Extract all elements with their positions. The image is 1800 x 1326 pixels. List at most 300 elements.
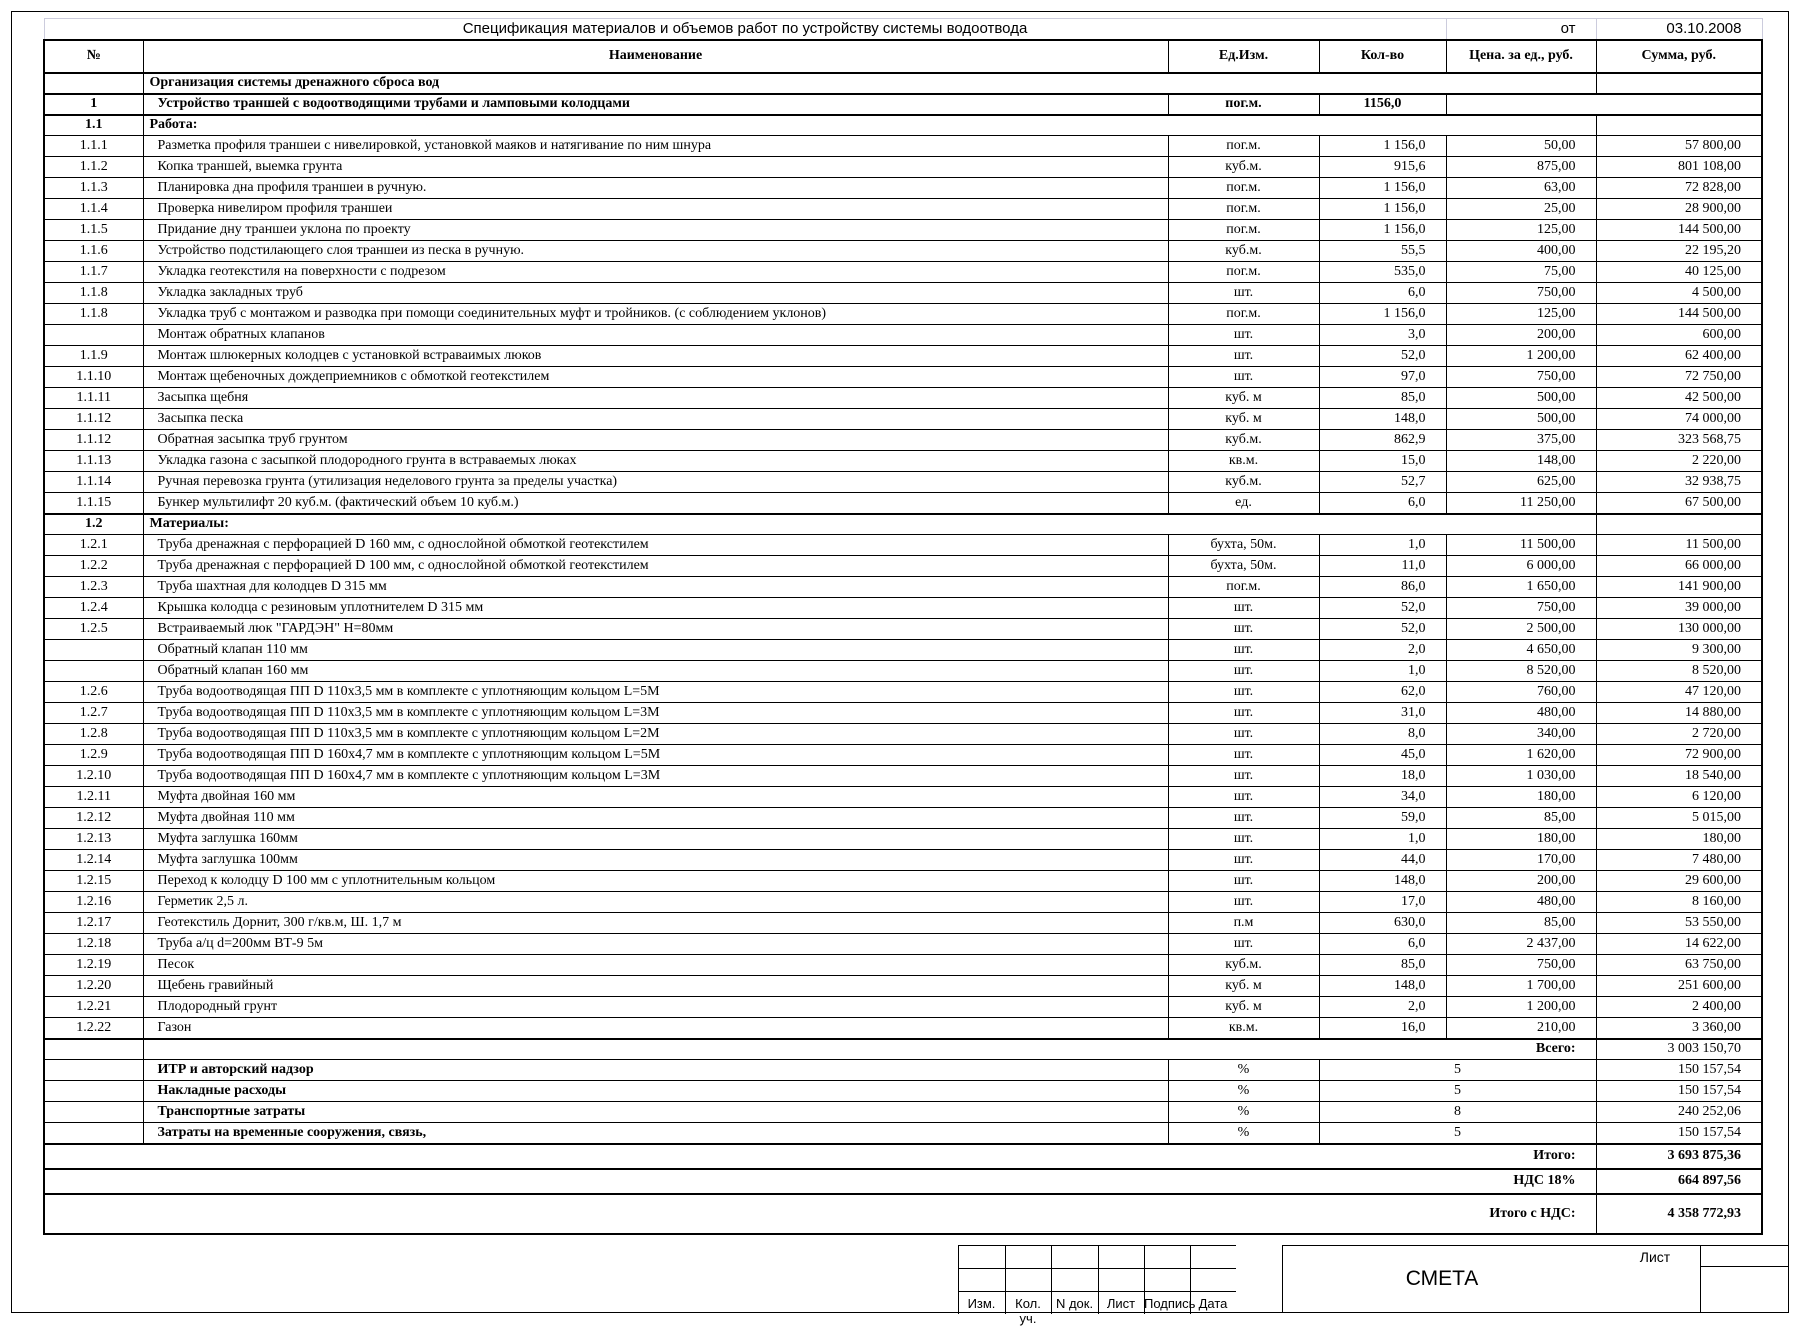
row-number: 1.2.19 xyxy=(44,955,143,976)
row-sum: 28 900,00 xyxy=(1596,199,1762,220)
row-price: 625,00 xyxy=(1446,472,1596,493)
row-sum: 62 400,00 xyxy=(1596,346,1762,367)
row-name: Обратный клапан 160 мм xyxy=(143,661,1168,682)
item-row xyxy=(44,94,1762,115)
stamp-title: СМЕТА xyxy=(1405,1267,1479,1290)
row-sum: 74 000,00 xyxy=(1596,409,1762,430)
row-price: 2 437,00 xyxy=(1446,934,1596,955)
stamp-cell xyxy=(1005,1245,1051,1268)
overhead-sum: 150 157,54 xyxy=(1596,1081,1762,1102)
row-qty: 11,0 xyxy=(1319,556,1446,577)
row-qty: 148,0 xyxy=(1319,976,1446,997)
row-unit: шт. xyxy=(1168,682,1319,703)
row-price: 210,00 xyxy=(1446,1018,1596,1039)
table-row xyxy=(44,430,1762,451)
grand-total xyxy=(44,1144,1762,1169)
row-number: 1.2.12 xyxy=(44,808,143,829)
row-name: Геотекстиль Дорнит, 300 г/кв.м, Ш. 1,7 м xyxy=(143,913,1168,934)
table-row xyxy=(44,850,1762,871)
table-row xyxy=(44,220,1762,241)
row-name: Крышка колодца с резиновым уплотнителем D 315 мм xyxy=(143,598,1168,619)
table-row xyxy=(44,577,1762,598)
column-header: Ед.Изм. xyxy=(1168,40,1319,73)
overhead-unit: % xyxy=(1168,1060,1319,1081)
row-number: 1.2.16 xyxy=(44,892,143,913)
stamp-cell xyxy=(1144,1268,1190,1291)
column-header: Кол-во xyxy=(1319,40,1446,73)
table-row xyxy=(44,724,1762,745)
overhead-percent: 5 xyxy=(1319,1060,1596,1081)
row-sum: 18 540,00 xyxy=(1596,766,1762,787)
row-sum: 8 520,00 xyxy=(1596,661,1762,682)
total-value: 3 003 150,70 xyxy=(1596,1039,1762,1060)
overhead-sum: 240 252,06 xyxy=(1596,1102,1762,1123)
overhead-row xyxy=(44,1081,1762,1102)
row-name: Укладка труб с монтажом и разводка при помощи соединительных муфт и тройников. (с соблюдением уклонов) xyxy=(143,304,1168,325)
row-price: 11 250,00 xyxy=(1446,493,1596,514)
title-block xyxy=(958,1245,1789,1326)
row-sum: 67 500,00 xyxy=(1596,493,1762,514)
row-number xyxy=(44,1081,143,1102)
row-number xyxy=(44,1123,143,1144)
row-price: 85,00 xyxy=(1446,913,1596,934)
row-name: Щебень гравийный xyxy=(143,976,1168,997)
row-qty: 915,6 xyxy=(1319,157,1446,178)
grand-total-value: 3 693 875,36 xyxy=(1596,1144,1762,1169)
row-sum: 42 500,00 xyxy=(1596,388,1762,409)
row-unit: куб. м xyxy=(1168,997,1319,1018)
row-unit: куб. м xyxy=(1168,409,1319,430)
row-sum: 29 600,00 xyxy=(1596,871,1762,892)
table-row xyxy=(44,367,1762,388)
row-name: Муфта двойная 110 мм xyxy=(143,808,1168,829)
row-name: Копка траншей, выемка грунта xyxy=(143,157,1168,178)
row-qty: 1,0 xyxy=(1319,661,1446,682)
row-name: Труба водоотводящая ПП D 110х3,5 мм в комплекте с уплотняющим кольцом L=5М xyxy=(143,682,1168,703)
overhead-unit: % xyxy=(1168,1102,1319,1123)
table-row xyxy=(44,409,1762,430)
row-sum: 72 750,00 xyxy=(1596,367,1762,388)
table-row xyxy=(44,766,1762,787)
row-unit: пог.м. xyxy=(1168,199,1319,220)
table-row xyxy=(44,556,1762,577)
row-name: Герметик 2,5 л. xyxy=(143,892,1168,913)
row-price: 148,00 xyxy=(1446,451,1596,472)
table-row xyxy=(44,871,1762,892)
row-qty: 17,0 xyxy=(1319,892,1446,913)
row-price: 180,00 xyxy=(1446,787,1596,808)
row-price xyxy=(1446,94,1762,115)
row-price: 750,00 xyxy=(1446,955,1596,976)
row-qty: 148,0 xyxy=(1319,871,1446,892)
row-number: 1.2.21 xyxy=(44,997,143,1018)
date-label: от xyxy=(1446,19,1596,40)
overhead-unit: % xyxy=(1168,1123,1319,1144)
row-number: 1.1.9 xyxy=(44,346,143,367)
row-qty: 85,0 xyxy=(1319,955,1446,976)
row-price: 750,00 xyxy=(1446,283,1596,304)
row-number: 1.2.18 xyxy=(44,934,143,955)
table-row xyxy=(44,304,1762,325)
row-sum: 141 900,00 xyxy=(1596,577,1762,598)
row-sum: 144 500,00 xyxy=(1596,304,1762,325)
row-price: 8 520,00 xyxy=(1446,661,1596,682)
table-row xyxy=(44,1018,1762,1039)
total-row xyxy=(44,1039,1762,1060)
row-number xyxy=(44,661,143,682)
row-name: Труба а/ц d=200мм ВТ-9 5м xyxy=(143,934,1168,955)
overhead-row xyxy=(44,1123,1762,1144)
table-row xyxy=(44,682,1762,703)
row-number: 1.2.4 xyxy=(44,598,143,619)
table-row xyxy=(44,913,1762,934)
row-unit: шт. xyxy=(1168,787,1319,808)
row-number xyxy=(44,1102,143,1123)
total-with-vat xyxy=(44,1194,1762,1234)
row-sum: 14 880,00 xyxy=(1596,703,1762,724)
row-price: 750,00 xyxy=(1446,598,1596,619)
row-price: 85,00 xyxy=(1446,808,1596,829)
row-unit: шт. xyxy=(1168,934,1319,955)
row-price: 875,00 xyxy=(1446,157,1596,178)
row-number: 1.1.12 xyxy=(44,430,143,451)
title-row xyxy=(44,19,1762,40)
table-row xyxy=(44,892,1762,913)
row-qty: 86,0 xyxy=(1319,577,1446,598)
row-name: Бункер мультилифт 20 куб.м. (фактический объем 10 куб.м.) xyxy=(143,493,1168,514)
row-number: 1.1.8 xyxy=(44,304,143,325)
row-price: 500,00 xyxy=(1446,409,1596,430)
stamp-column-label: Лист xyxy=(1106,1296,1136,1311)
stamp-cell xyxy=(1051,1245,1098,1268)
overhead-row xyxy=(44,1102,1762,1123)
stamp-cell xyxy=(1098,1245,1144,1268)
row-number: 1.2.15 xyxy=(44,871,143,892)
row-sum: 323 568,75 xyxy=(1596,430,1762,451)
grand-total-label: Итого: xyxy=(44,1144,1596,1169)
row-number: 1.1.4 xyxy=(44,199,143,220)
row-price: 480,00 xyxy=(1446,892,1596,913)
row-unit: шт. xyxy=(1168,724,1319,745)
row-sum: 32 938,75 xyxy=(1596,472,1762,493)
row-sum: 6 120,00 xyxy=(1596,787,1762,808)
stamp-cell xyxy=(958,1245,1005,1268)
row-unit: куб.м. xyxy=(1168,241,1319,262)
row-price: 63,00 xyxy=(1446,178,1596,199)
row-qty: 8,0 xyxy=(1319,724,1446,745)
row-number: 1.1.13 xyxy=(44,451,143,472)
row-name: Труба водоотводящая ПП D 110х3,5 мм в комплекте с уплотняющим кольцом L=3М xyxy=(143,703,1168,724)
row-number: 1.2.3 xyxy=(44,577,143,598)
row-qty: 1156,0 xyxy=(1319,94,1446,115)
row-sum: 39 000,00 xyxy=(1596,598,1762,619)
row-unit: куб.м. xyxy=(1168,157,1319,178)
row-number: 1.1.2 xyxy=(44,157,143,178)
row-name: Плодородный грунт xyxy=(143,997,1168,1018)
row-unit: шт. xyxy=(1168,619,1319,640)
table-row xyxy=(44,493,1762,514)
row-number: 1.2.22 xyxy=(44,1018,143,1039)
row-name: Труба шахтная для колодцев D 315 мм xyxy=(143,577,1168,598)
row-price: 750,00 xyxy=(1446,367,1596,388)
row-qty: 55,5 xyxy=(1319,241,1446,262)
row-sum: 2 220,00 xyxy=(1596,451,1762,472)
row-name: Засыпка щебня xyxy=(143,388,1168,409)
row-sum: 600,00 xyxy=(1596,325,1762,346)
overhead-name: Затраты на временные сооружения, связь, xyxy=(143,1123,1168,1144)
row-number: 1.2.9 xyxy=(44,745,143,766)
table-row xyxy=(44,661,1762,682)
stamp-column-label: N док. xyxy=(1055,1296,1094,1311)
row-sum: 8 160,00 xyxy=(1596,892,1762,913)
total-label: Всего: xyxy=(143,1039,1596,1060)
vat xyxy=(44,1169,1762,1194)
row-unit: шт. xyxy=(1168,745,1319,766)
row-name: Труба дренажная с перфорацией D 160 мм, с однослойной обмоткой геотекстилем xyxy=(143,535,1168,556)
table-row xyxy=(44,325,1762,346)
row-name: Обратная засыпка труб грунтом xyxy=(143,430,1168,451)
row-unit: шт. xyxy=(1168,325,1319,346)
row-price: 170,00 xyxy=(1446,850,1596,871)
row-name: Труба дренажная с перфорацией D 100 мм, с однослойной обмоткой геотекстилем xyxy=(143,556,1168,577)
row-unit: кв.м. xyxy=(1168,1018,1319,1039)
header-row xyxy=(44,40,1762,73)
stamp-cell xyxy=(1098,1268,1144,1291)
table-row xyxy=(44,451,1762,472)
overhead-name: Транспортные затраты xyxy=(143,1102,1168,1123)
row-unit: куб.м. xyxy=(1168,430,1319,451)
row-sum: 66 000,00 xyxy=(1596,556,1762,577)
row-qty: 1 156,0 xyxy=(1319,178,1446,199)
table-row xyxy=(44,388,1762,409)
row-price: 1 650,00 xyxy=(1446,577,1596,598)
row-number: 1.2.11 xyxy=(44,787,143,808)
row-number xyxy=(44,73,143,94)
row-unit: шт. xyxy=(1168,871,1319,892)
overhead-name: ИТР и авторский надзор xyxy=(143,1060,1168,1081)
row-sum: 3 360,00 xyxy=(1596,1018,1762,1039)
row-name: Газон xyxy=(143,1018,1168,1039)
row-sum: 801 108,00 xyxy=(1596,157,1762,178)
row-qty: 52,0 xyxy=(1319,346,1446,367)
row-number: 1.1.11 xyxy=(44,388,143,409)
row-qty: 45,0 xyxy=(1319,745,1446,766)
row-name: Муфта заглушка 100мм xyxy=(143,850,1168,871)
table-row xyxy=(44,598,1762,619)
stamp-column-label: Изм. xyxy=(967,1296,996,1311)
row-unit: шт. xyxy=(1168,703,1319,724)
row-unit: шт. xyxy=(1168,598,1319,619)
row-price: 200,00 xyxy=(1446,325,1596,346)
row-unit: шт. xyxy=(1168,640,1319,661)
row-unit: пог.м. xyxy=(1168,136,1319,157)
row-name: Устройство подстилающего слоя траншеи из песка в ручную. xyxy=(143,241,1168,262)
table-row xyxy=(44,934,1762,955)
row-unit: куб.м. xyxy=(1168,472,1319,493)
row-name: Труба водоотводящая ПП D 160х4,7 мм в комплекте с уплотняющим кольцом L=3М xyxy=(143,766,1168,787)
section-title: Организация системы дренажного сброса вод xyxy=(143,73,1596,94)
row-unit: шт. xyxy=(1168,367,1319,388)
row-unit: шт. xyxy=(1168,829,1319,850)
row-name: Обратный клапан 110 мм xyxy=(143,640,1168,661)
row-unit: куб.м. xyxy=(1168,955,1319,976)
overhead-percent: 5 xyxy=(1319,1123,1596,1144)
table-row xyxy=(44,997,1762,1018)
row-qty: 6,0 xyxy=(1319,934,1446,955)
row-qty: 1,0 xyxy=(1319,829,1446,850)
row-number: 1.1.7 xyxy=(44,262,143,283)
row-sum: 251 600,00 xyxy=(1596,976,1762,997)
total-with-vat-value: 4 358 772,93 xyxy=(1596,1194,1762,1234)
table-row xyxy=(44,976,1762,997)
section-row xyxy=(44,73,1762,94)
row-unit: куб. м xyxy=(1168,976,1319,997)
row-unit: шт. xyxy=(1168,850,1319,871)
row-price: 2 500,00 xyxy=(1446,619,1596,640)
row-price: 50,00 xyxy=(1446,136,1596,157)
table-row xyxy=(44,283,1762,304)
row-unit: пог.м. xyxy=(1168,577,1319,598)
row-qty: 62,0 xyxy=(1319,682,1446,703)
row-name: Муфта заглушка 160мм xyxy=(143,829,1168,850)
row-qty: 1,0 xyxy=(1319,535,1446,556)
row-qty: 535,0 xyxy=(1319,262,1446,283)
row-sum: 4 500,00 xyxy=(1596,283,1762,304)
table-row xyxy=(44,787,1762,808)
row-qty: 2,0 xyxy=(1319,997,1446,1018)
overhead-percent: 5 xyxy=(1319,1081,1596,1102)
table-row xyxy=(44,472,1762,493)
row-name: Труба водоотводящая ПП D 110х3,5 мм в комплекте с уплотняющим кольцом L=2М xyxy=(143,724,1168,745)
row-price: 75,00 xyxy=(1446,262,1596,283)
row-sum: 47 120,00 xyxy=(1596,682,1762,703)
stamp-column-label: Подпись xyxy=(1144,1296,1196,1311)
row-name: Придание дну траншеи уклона по проекту xyxy=(143,220,1168,241)
row-number: 1 xyxy=(44,94,143,115)
row-name: Ручная перевозка грунта (утилизация неделового грунта за пределы участка) xyxy=(143,472,1168,493)
row-sum: 130 000,00 xyxy=(1596,619,1762,640)
row-name: Засыпка песка xyxy=(143,409,1168,430)
row-sum: 72 828,00 xyxy=(1596,178,1762,199)
table-row xyxy=(44,745,1762,766)
row-unit: шт. xyxy=(1168,808,1319,829)
row-number xyxy=(44,1039,143,1060)
row-qty: 31,0 xyxy=(1319,703,1446,724)
row-number: 1.1.3 xyxy=(44,178,143,199)
row-unit: пог.м. xyxy=(1168,262,1319,283)
row-sum: 14 622,00 xyxy=(1596,934,1762,955)
estimate-table xyxy=(43,18,1763,1235)
row-sum: 22 195,20 xyxy=(1596,241,1762,262)
row-price: 1 030,00 xyxy=(1446,766,1596,787)
row-number: 1.1.10 xyxy=(44,367,143,388)
stamp-cell xyxy=(1190,1245,1236,1268)
row-unit: шт. xyxy=(1168,283,1319,304)
subsection-row xyxy=(44,115,1762,136)
row-unit: шт. xyxy=(1168,766,1319,787)
row-price: 200,00 xyxy=(1446,871,1596,892)
row-price: 1 200,00 xyxy=(1446,346,1596,367)
row-sum: 63 750,00 xyxy=(1596,955,1762,976)
row-number: 1.2.17 xyxy=(44,913,143,934)
table-row xyxy=(44,703,1762,724)
table-row xyxy=(44,199,1762,220)
row-name: Монтаж обратных клапанов xyxy=(143,325,1168,346)
row-qty: 59,0 xyxy=(1319,808,1446,829)
row-qty: 15,0 xyxy=(1319,451,1446,472)
table-row xyxy=(44,241,1762,262)
table-row xyxy=(44,178,1762,199)
row-number: 1.2.7 xyxy=(44,703,143,724)
row-sum: 5 015,00 xyxy=(1596,808,1762,829)
row-name: Монтаж щебеночных дождеприемников с обмоткой геотекстилем xyxy=(143,367,1168,388)
subsection-label: Материалы: xyxy=(143,514,1596,535)
row-number: 1.2.8 xyxy=(44,724,143,745)
row-unit: п.м xyxy=(1168,913,1319,934)
row-name: Песок xyxy=(143,955,1168,976)
stamp-cell xyxy=(958,1268,1005,1291)
row-sum xyxy=(1596,514,1762,535)
row-sum: 11 500,00 xyxy=(1596,535,1762,556)
stamp-column-label: Кол. уч. xyxy=(1015,1296,1041,1326)
stamp-column-label: Дата xyxy=(1198,1296,1228,1311)
row-number: 1.1.1 xyxy=(44,136,143,157)
overhead-unit: % xyxy=(1168,1081,1319,1102)
row-sum: 72 900,00 xyxy=(1596,745,1762,766)
row-number: 1.1.15 xyxy=(44,493,143,514)
row-price: 400,00 xyxy=(1446,241,1596,262)
stamp-cell xyxy=(1051,1268,1098,1291)
row-qty: 1 156,0 xyxy=(1319,220,1446,241)
row-price: 1 700,00 xyxy=(1446,976,1596,997)
overhead-sum: 150 157,54 xyxy=(1596,1123,1762,1144)
row-number: 1.2.5 xyxy=(44,619,143,640)
row-qty: 2,0 xyxy=(1319,640,1446,661)
row-number: 1.2.1 xyxy=(44,535,143,556)
stamp-cell xyxy=(1190,1268,1236,1291)
table-row xyxy=(44,346,1762,367)
row-name: Укладка закладных труб xyxy=(143,283,1168,304)
row-price: 180,00 xyxy=(1446,829,1596,850)
column-header: Цена. за ед., руб. xyxy=(1446,40,1596,73)
table-row xyxy=(44,955,1762,976)
row-qty: 3,0 xyxy=(1319,325,1446,346)
row-qty: 1 156,0 xyxy=(1319,136,1446,157)
overhead-row xyxy=(44,1060,1762,1081)
table-row xyxy=(44,136,1762,157)
row-qty: 34,0 xyxy=(1319,787,1446,808)
row-sum: 40 125,00 xyxy=(1596,262,1762,283)
row-qty: 6,0 xyxy=(1319,283,1446,304)
stamp-cell xyxy=(1005,1268,1051,1291)
row-number: 1.1.8 xyxy=(44,283,143,304)
row-sum: 2 400,00 xyxy=(1596,997,1762,1018)
row-number: 1.2.10 xyxy=(44,766,143,787)
table-row xyxy=(44,808,1762,829)
document-date: 03.10.2008 xyxy=(1596,19,1762,40)
row-qty: 6,0 xyxy=(1319,493,1446,514)
row-price: 500,00 xyxy=(1446,388,1596,409)
stamp-sheet-label: Лист xyxy=(1639,1249,1671,1265)
row-qty: 52,0 xyxy=(1319,619,1446,640)
table-row xyxy=(44,640,1762,661)
row-price: 1 200,00 xyxy=(1446,997,1596,1018)
row-name: Муфта двойная 160 мм xyxy=(143,787,1168,808)
row-number: 1.1.6 xyxy=(44,241,143,262)
row-number: 1.2.6 xyxy=(44,682,143,703)
row-qty: 148,0 xyxy=(1319,409,1446,430)
row-unit: бухта, 50м. xyxy=(1168,556,1319,577)
